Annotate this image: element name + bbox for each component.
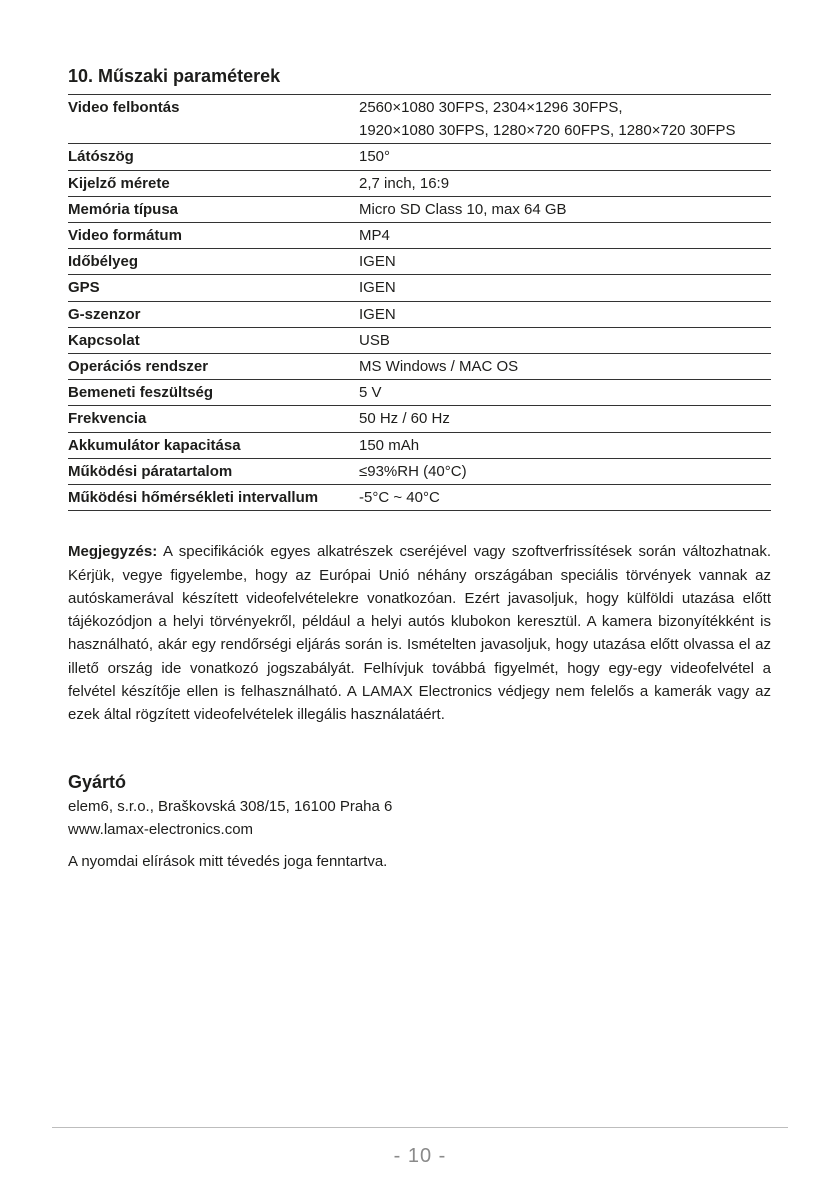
spec-row: [68, 354, 771, 380]
spec-row: [68, 95, 771, 144]
note-paragraph: [68, 540, 771, 726]
spec-label: G-szenzor: [68, 301, 359, 327]
spec-row: [68, 223, 771, 249]
document-page: [68, 62, 771, 873]
section-title: 10. Műszaki paraméterek: [68, 66, 281, 86]
page-number: - 10 -: [393, 1145, 447, 1167]
note-text: A specifikációk egyes alkatrészek cseréjével vagy szoftverfrissítések során változhatnak. Kérjük, vegye figyelembe, hogy az Európai Unió néhány országában speciális törvények vannak az autóskamerával készített videofelvételekre vonatkozóan. Ezért javasoljuk, hogy külföldi utazása előtt tájékozódjon a helyi törvényekről, például a helyi autós klubokon keresztül. A kamera bizonyítékként is használható, akár egy rendőrségi eljárás során is. Ismételten javasoljuk, hogy utazása előtt olvassa el az illető ország ide vonatkozó jogszabályát. Felhívjuk továbbá figyelmét, hogy egy-egy videofelvétel a felvétel készítője ellen is felhasználható. A LAMAX Electronics védjegy nem felelős a kamerák vagy az ezek által rögzített videofelvételek illegális használatáért.: [68, 543, 771, 724]
spec-row: [68, 406, 771, 432]
spec-label: Frekvencia: [68, 406, 359, 432]
spec-value: MP4: [359, 223, 771, 249]
spec-row: [68, 301, 771, 327]
spec-label: Bemeneti feszültség: [68, 380, 359, 406]
spec-label: GPS: [68, 275, 359, 301]
spec-value: 150 mAh: [359, 432, 771, 458]
spec-value: IGEN: [359, 249, 771, 275]
spec-label: Kijelző mérete: [68, 170, 359, 196]
spec-row: [68, 170, 771, 196]
spec-label: Operációs rendszer: [68, 354, 359, 380]
manufacturer-website: www.lamax-electronics.com: [68, 821, 254, 839]
manufacturer-address: elem6, s.r.o., Braškovská 308/15, 16100 Praha 6: [68, 797, 393, 815]
spec-value: 50 Hz / 60 Hz: [359, 406, 771, 432]
spec-value: ≤93%RH (40°C): [359, 458, 771, 484]
manufacturer-heading: Gyártó: [68, 771, 127, 792]
spec-row: [68, 144, 771, 170]
spec-label: Akkumulátor kapacitása: [68, 432, 359, 458]
spec-row: [68, 249, 771, 275]
spec-row: [68, 458, 771, 484]
spec-value: 150°: [359, 144, 771, 170]
spec-row: [68, 275, 771, 301]
spec-row: [68, 485, 771, 511]
specs-table: [68, 94, 771, 511]
spec-row: [68, 380, 771, 406]
disclaimer-text: A nyomdai elírások mitt tévedés joga fenntartva.: [68, 852, 388, 870]
spec-value: Micro SD Class 10, max 64 GB: [359, 196, 771, 222]
spec-label: Látószög: [68, 144, 359, 170]
spec-value: -5°C ~ 40°C: [359, 485, 771, 511]
spec-row: [68, 327, 771, 353]
spec-label: Időbélyeg: [68, 249, 359, 275]
spec-value: MS Windows / MAC OS: [359, 354, 771, 380]
spec-row: [68, 432, 771, 458]
spec-value: 2560×1080 30FPS, 2304×1296 30FPS, 1920×1080 30FPS, 1280×720 60FPS, 1280×720 30FPS: [359, 95, 771, 144]
spec-value: USB: [359, 327, 771, 353]
spec-label: Működési hőmérsékleti intervallum: [68, 485, 359, 511]
note-label: Megjegyzés:: [68, 543, 158, 561]
spec-value: 5 V: [359, 380, 771, 406]
spec-label: Kapcsolat: [68, 327, 359, 353]
footer-divider: [52, 1127, 788, 1128]
spec-row: [68, 196, 771, 222]
spec-label: Működési páratartalom: [68, 458, 359, 484]
spec-label: Memória típusa: [68, 196, 359, 222]
spec-label: Video formátum: [68, 223, 359, 249]
spec-label: Video felbontás: [68, 95, 359, 144]
spec-value: IGEN: [359, 275, 771, 301]
spec-value: IGEN: [359, 301, 771, 327]
spec-value: 2,7 inch, 16:9: [359, 170, 771, 196]
specs-table-body: [68, 95, 771, 511]
